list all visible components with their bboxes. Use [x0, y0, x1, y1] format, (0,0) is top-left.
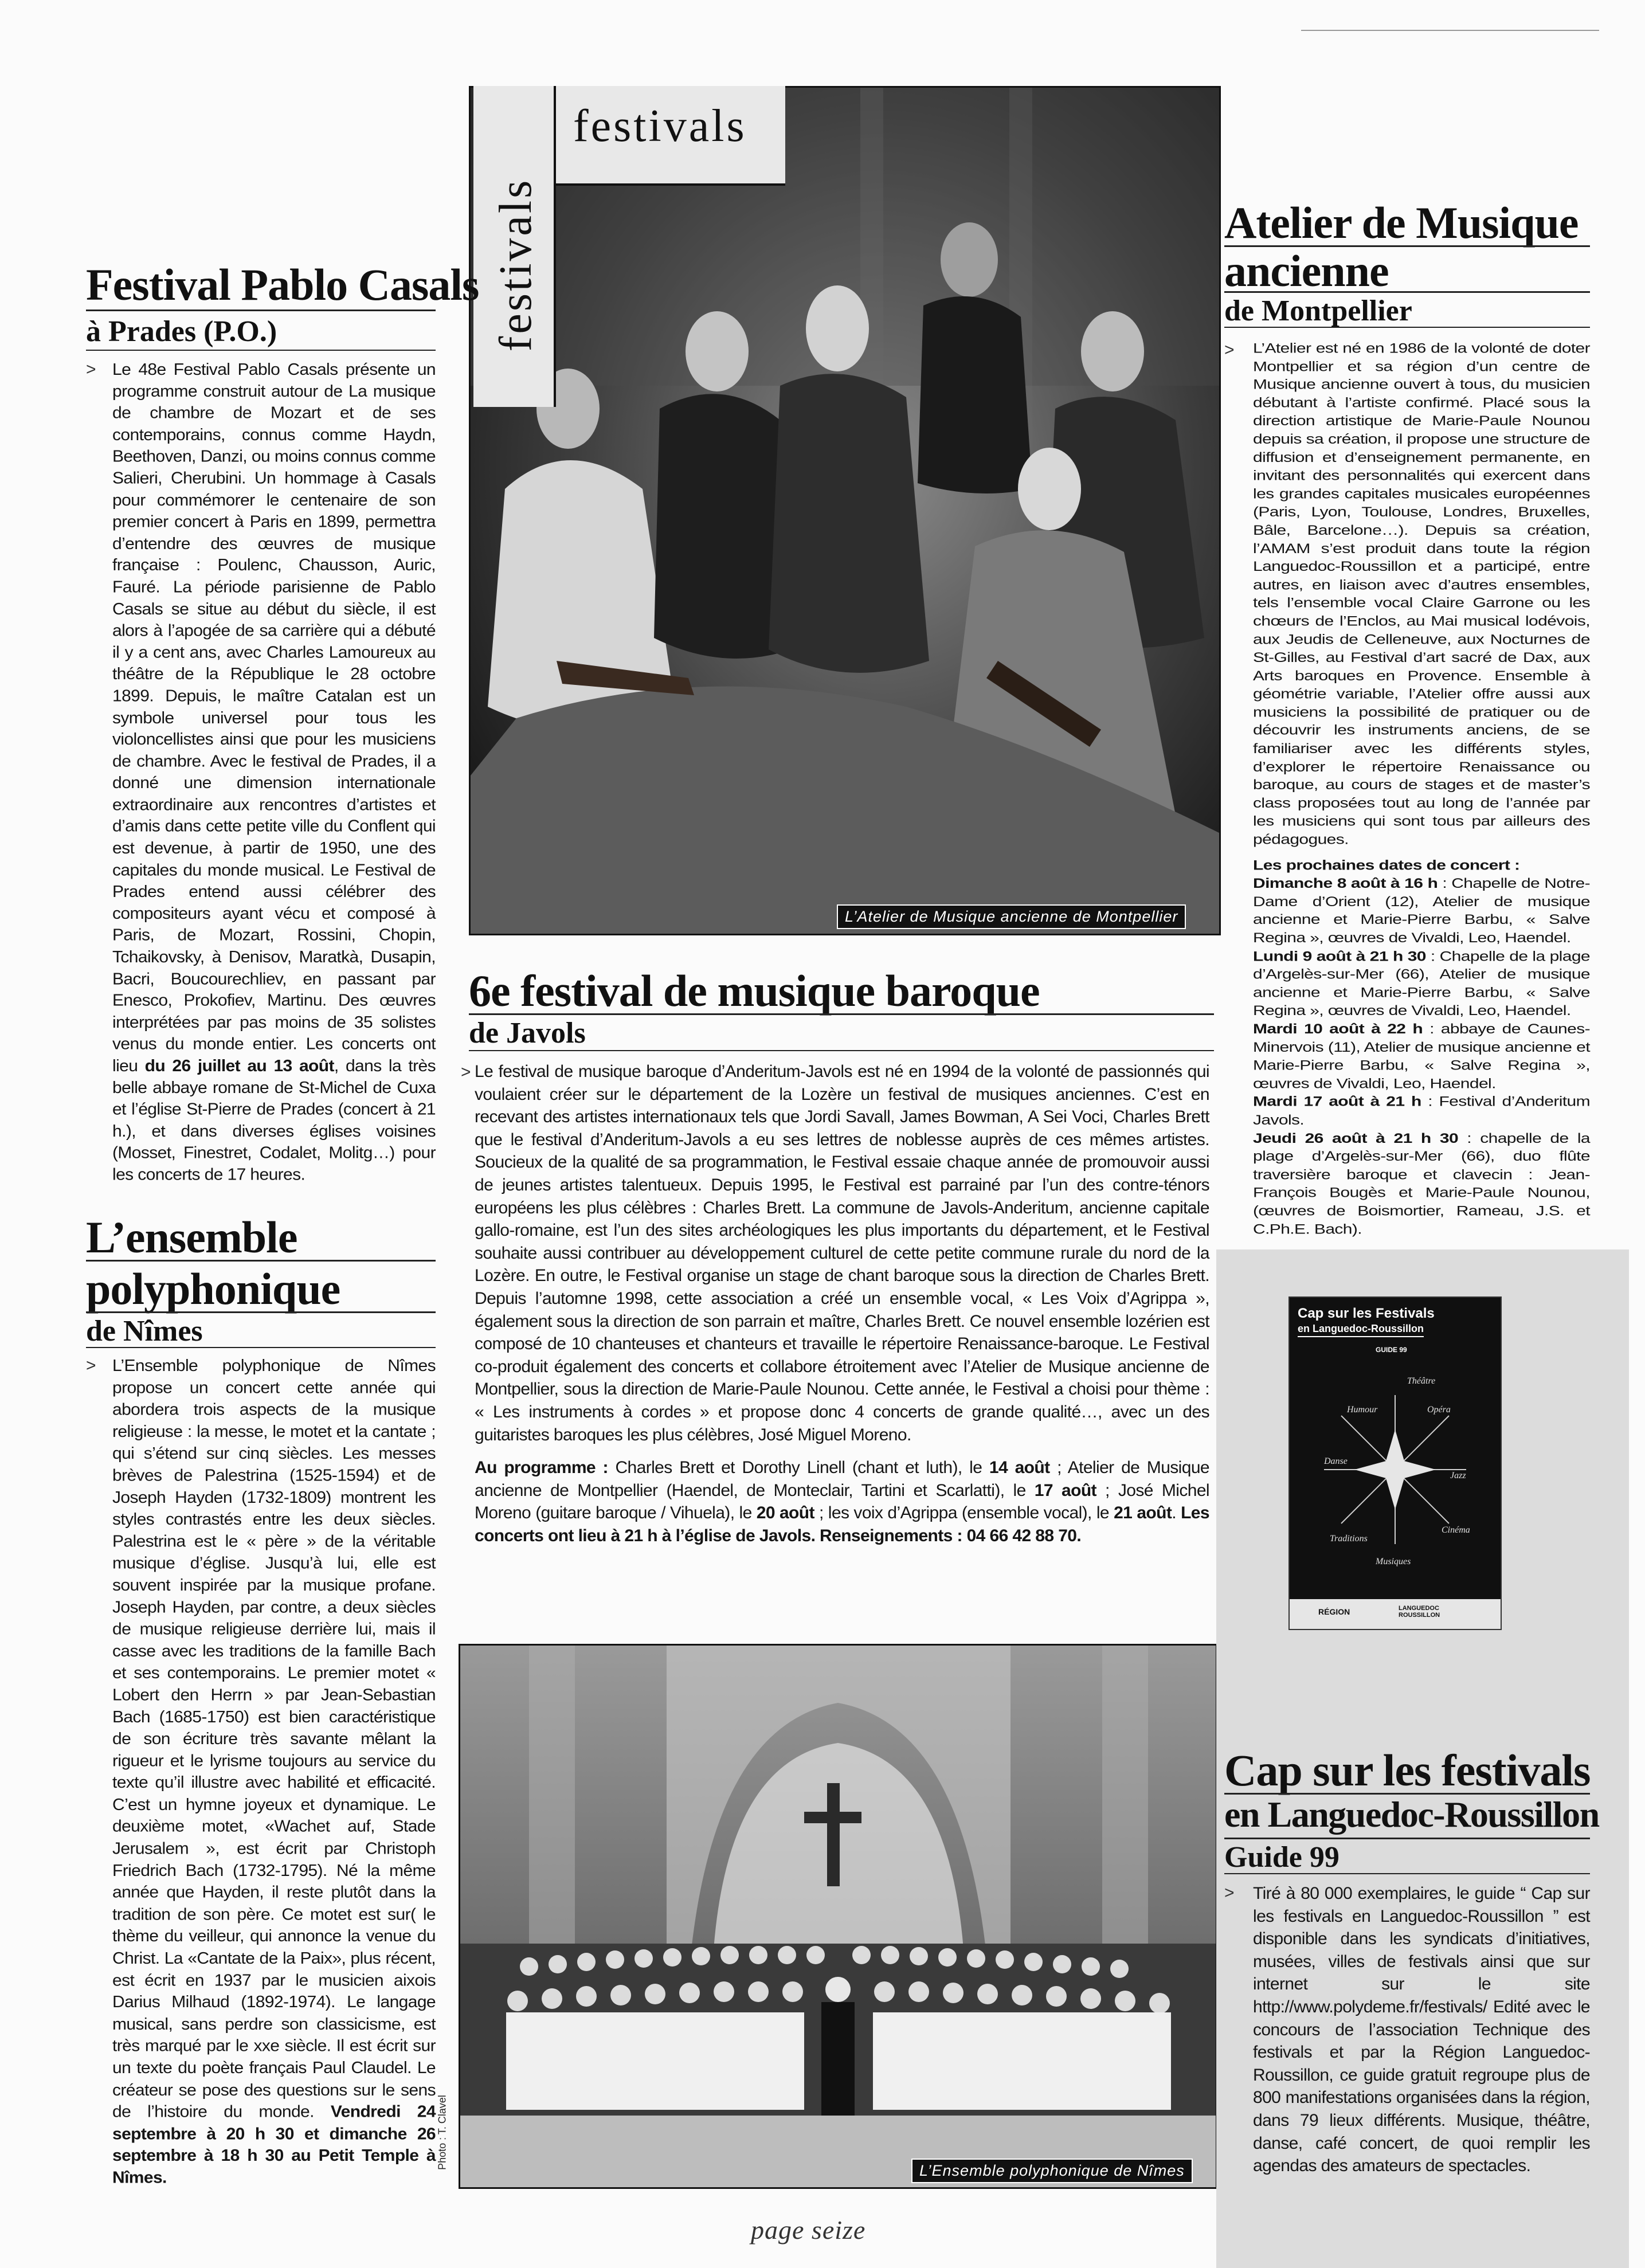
atelier-body [1253, 339, 1590, 1239]
guide-cover-word: Danse [1324, 1456, 1348, 1466]
baroque-prog-1: Charles Brett et Dorothy Linell (chant et luth), le [608, 1458, 989, 1478]
baroque-prog-d3: 20 août [756, 1503, 814, 1523]
guide-subtitle-rule [1224, 1873, 1590, 1874]
guide-cover-word: Théâtre [1407, 1376, 1436, 1386]
baroque-subtitle-rule [469, 1050, 1214, 1051]
baroque-program [475, 1456, 1209, 1547]
ensemble-subtitle-rule [86, 1347, 436, 1348]
guide-cover-word: Opéra [1427, 1405, 1451, 1415]
ensemble-marker: > [86, 1356, 96, 1375]
atelier-dates-list [1253, 875, 1590, 1239]
atelier-body-text: L’Atelier est né en 1986 de la volonté de doter Montpellier et sa région d’un centre de Musique ancienne ouvert à tous, du musicien débutant à l’artiste confirmé. Placé sous la direction artistique de Marie-Paule Nounou depuis sa création, il propose une structure de diffusion et d’enseignement permanente, en invitant des personnalités qui exercent dans les grandes capitales musicales européennes (Paris, Lyon, Toulouse, Londres, Bruxelles, Bâle, Barcelone…). Depuis sa création, l’AMAM s’est produit dans toute la région Languedoc-Roussillon et a participé, entre autres, en liaison avec d’autres ensembles, tels l’ensemble vocal Claire Garrone ou les chœurs de l’Enclos, au Mai musical lodévois, aux Jeudis de Celleneuve, aux Nocturnes de St-Gilles, au Festival d’art sacré de Dax, aux Arts baroques en Provence. Ensemble à géométrie variable, l’Atelier offre aussi aux musiciens la possibilité de pratiquer ou de découvrir les instruments anciens, de se familiariser avec les différents styles, d’explorer le répertoire Renaissance ou baroque, au cours de stages et de master’s class proposées tout au long de l’année par les musiciens qui sont tous par ailleurs des pédagogues. [1253, 340, 1590, 848]
date-when: Lundi 9 août à 21 h 30 [1253, 949, 1426, 964]
date-when: Jeudi 26 août à 21 h 30 [1253, 1130, 1459, 1146]
baroque-marker: > [461, 1063, 471, 1082]
casals-body-2: , dans la très belle abbaye romane de St-Michel de Cuxa et l’église St-Pierre de Prades (concert à 21 h.), et dans diverses églises voisines (Mosset, Finestret, Codalet, Molitg…) pour les concerts de 17 heures. [112, 1056, 436, 1184]
ensemble-body [112, 1355, 436, 2189]
atelier-subtitle-rule [1224, 327, 1590, 328]
top-rule [1301, 30, 1599, 31]
photo-ensemble-credit: Photo : T. Clavel [436, 2095, 448, 2170]
guide-cover [1288, 1296, 1502, 1630]
guide-title-2: en Languedoc-Roussillon [1224, 1794, 1599, 1835]
baroque-prog-3: ; José Michel Moreno (guitare baroque / Vihuela), le [475, 1480, 1209, 1523]
ensemble-title-rule-1 [86, 1260, 436, 1262]
baroque-prog-4: ; les voix d’Agrippa (ensemble vocal), le [814, 1503, 1114, 1523]
baroque-prog-5: . [1172, 1503, 1181, 1523]
photo-ensemble-image [460, 1646, 1216, 2187]
guide-cover-footer [1290, 1599, 1501, 1629]
date-what: : abbaye de Caunes-Minervois (11), Atelier de musique ancienne et Marie-Pierre Barbu, « Salve Regina », œuvres de Vivaldi, Leo, Haendel. [1253, 1021, 1590, 1091]
date-when: Dimanche 8 août à 16 h [1253, 876, 1438, 891]
date-what: : chapelle de la plage d’Argelès-sur-Mer (66), duo flûte traversière baroque et clavecin : Jean-François Bougès et Marie-Paule Nounou, (œuvres de Boismortier, Rameau, J.S. et C.Ph.E. Bach). [1253, 1130, 1590, 1237]
guide-cover-word: Humour [1347, 1405, 1378, 1415]
guide-marker: > [1224, 1883, 1235, 1902]
atelier-marker: > [1224, 340, 1235, 359]
guide-cover-footer-1: RÉGION [1318, 1607, 1350, 1616]
photo-atelier [469, 86, 1221, 935]
baroque-title: 6e festival de musique baroque [469, 966, 1040, 1016]
masthead-horizontal: festivals [573, 101, 747, 151]
ensemble-title-rule-2 [86, 1311, 436, 1313]
ensemble-dates: Vendredi 24 septembre à 20 h 30 et dimanche 26 septembre à 18 h 30 au Petit Temple à Nîmes. [112, 2102, 436, 2187]
photo-ensemble [459, 1644, 1217, 2189]
casals-dates: du 26 juillet au 13 août [144, 1056, 334, 1075]
guide-title-1: Cap sur les festivals [1224, 1745, 1591, 1795]
casals-subtitle: à Prades (P.O.) [86, 315, 277, 348]
guide-cover-title-2: en Languedoc-Roussillon [1298, 1323, 1424, 1337]
photo-atelier-caption: L’Atelier de Musique ancienne de Montpellier [837, 904, 1186, 929]
atelier-title-rule-2 [1224, 291, 1590, 293]
guide-cover-word: Musiques [1376, 1557, 1411, 1566]
guide-cover-footer-2: LANGUEDOC ROUSSILLON [1399, 1605, 1440, 1619]
atelier-date-item [1253, 875, 1590, 947]
date-when: Mardi 10 août à 22 h [1253, 1021, 1423, 1037]
baroque-body [475, 1060, 1209, 1547]
photo-ensemble-caption: L’Ensemble polyphonique de Nîmes [911, 2159, 1193, 2183]
baroque-prog-2: ; Atelier de Musique ancienne de Montpellier (Haendel, de Monteclair, Tartini et Scarlatti), le [475, 1458, 1209, 1500]
baroque-prog-d4: 21 août [1114, 1503, 1172, 1523]
atelier-dates-heading: Les prochaines dates de concert : [1253, 857, 1520, 873]
masthead-vertical: festivals [491, 178, 541, 352]
atelier-date-item [1253, 1129, 1590, 1239]
guide-cover-title-1: Cap sur les Festivals [1298, 1306, 1435, 1321]
atelier-title-1: Atelier de Musique [1224, 198, 1579, 248]
baroque-title-rule [469, 1013, 1214, 1015]
casals-body-1: Le 48e Festival Pablo Casals présente un programme construit autour de La musique de chambre de Mozart et de ses contemporains, connus comme Haydn, Beethoven, Danzi, ou moins connus comme Salieri, Cherubini. Un hommage à Casals pour commémorer le centenaire de son premier concert à Paris en 1899, permettra d’entendre des œuvres de musique française : Poulenc, Chausson, Auric, Fauré. La période parisienne de Pablo Casals se situe au début du siècle, il est alors à l’apogée de sa carrière qui a débuté il y a cent ans, avec Charles Lamoureux au théâtre de la République le 28 octobre 1899. Depuis, le maître Catalan est un symbole universel pour tous les violoncellistes ainsi que pour les musiciens de chambre. Avec le festival de Prades, il a donné une dimension internationale extraordinaire aux rencontres d’artistes et d’amis dans cette petite ville du Conflent qui est devenue, à partir de 1950, une des capitales du monde musical. Le Festival de Prades entend aussi célébrer des compositeurs ayant vécu et composé à Paris, de Mozart, Rossini, Chopin, Tchaikovsky, à Denisov, Maratkà, Dusapin, Bacri, Boucourechliev, en passant par Enesco, Prokofiev, Martinu. Des œuvres interprétées par pas moins de 35 solistes venus du monde entier. Les concerts ont lieu [112, 360, 436, 1075]
atelier-title-2: ancienne [1224, 246, 1389, 296]
date-when: Mardi 17 août à 21 h [1253, 1094, 1421, 1110]
guide-cover-star [1290, 1361, 1501, 1578]
date-what: : Chapelle de la plage d’Argelès-sur-Mer (66), Atelier de musique ancienne et Marie-Pierre Barbu, « Salve Regina », œuvres de Vivaldi, Leo, Haendel. [1253, 949, 1590, 1019]
guide-subtitle: Guide 99 [1224, 1841, 1340, 1874]
atelier-date-item [1253, 947, 1590, 1020]
casals-body [112, 359, 436, 1186]
date-what: : Chapelle de Notre-Dame d’Orient (12), Atelier de musique ancienne et Marie-Pierre Barbu, « Salve Regina », œuvres de Vivaldi, Leo, Haendel. [1253, 876, 1590, 946]
guide-cover-edition: GUIDE 99 [1376, 1346, 1407, 1354]
baroque-prog-label: Au programme : [475, 1458, 608, 1478]
guide-cover-word: Traditions [1330, 1534, 1368, 1544]
guide-body: Tiré à 80 000 exemplaires, le guide “ Cap sur les festivals en Languedoc-Roussillon ” est disponible dans les syndicats d’initiatives, musées, villes de festivals ainsi que sur internet sur le site http://www.polydeme.fr/festivals/ Edité avec le concours de l’association Technique des festivals et par la Région Languedoc-Roussillon, ce guide gratuit regroupe plus de 800 manifestations organisées dans la région, dans 79 lieux différents. Musique, théâtre, danse, café concert, de quoi remplir les agendas des amateurs de spectacles. [1253, 1884, 1590, 2176]
ensemble-title-2: polyphonique [86, 1264, 340, 1314]
ensemble-body-text: L’Ensemble polyphonique de Nîmes propose un concert cette année qui abordera trois aspects de la musique religieuse : la messe, le motet et la cantate ; qui s’étend sur cinq siècles. Les messes brèves de Palestrina (1525-1594) et de Joseph Hayden (1732-1809) montrent les styles contrastés entre les deux siècles. Palestrina est le « père » de la véritable musique d’église. Jusqu’à lui, elle est souvent inspirée par la musique profane. Joseph Hayden, par contre, a deux siècles de musique religieuse derrière lui, mais il casse avec les traditions de la famille Bach et ses contemporains. Le premier motet « Lobert den Herrn » par Jean-Sebastian Bach (1685-1750) est bien caractéristique de son écriture très savante mêlant la rigueur et le lyrisme toujours au service du texte qu’il illustre avec habilité et efficacité. C’est un hymne joyeux et dynamique. Le deuxième motet, «Wachet auf, Stade Jerusalem », est écrit par Christoph Friedrich Bach (1732-1795). Né la même année que Hayden, il reste plutôt dans la tradition de son père. Ce motet est sur( le thème du veilleur, qui annonce la venue du Christ. La «Cantate de la Paix», plus récent, est écrit en 1937 par le musicien aixois Darius Milhaud (1892-1974). Le langage musical, sans perdre son classicisme, est très marqué par le xxe siècle. Il est écrit sur un texte du poète français Paul Claudel. Le créateur se pose des questions sur le sens de l’histoire du monde. [112, 1356, 436, 2121]
photo-atelier-image [471, 88, 1219, 934]
guide-title-rule-2 [1224, 1838, 1590, 1839]
ensemble-subtitle: de Nîmes [86, 1315, 203, 1348]
atelier-date-item [1253, 1093, 1590, 1130]
ensemble-title-1: L’ensemble [86, 1212, 297, 1262]
casals-title: Festival Pablo Casals [86, 260, 479, 310]
baroque-prog-d1: 14 août [989, 1458, 1050, 1478]
atelier-subtitle: de Montpellier [1224, 295, 1412, 327]
date-what: : Festival d’Anderitum Javols. [1253, 1094, 1590, 1128]
casals-title-rule [86, 310, 436, 311]
baroque-body-text: Le festival de musique baroque d’Anderitum-Javols est né en 1994 de la volonté de passionnés qui voulaient créer sur le département de la Lozère un festival de musiques anciennes. C’est en recevant des artistes internationaux tels que Jordi Savall, James Bowman, A Sei Voci, Charles Brett que le festival d’Anderitum-Javols a eu ses lettres de noblesse auprès de ces mêmes artistes. Soucieux de la qualité de sa programmation, le Festival essaie chaque année de promouvoir aussi de jeunes artistes talentueux. Depuis 1995, le Festival est parrainé par l’un des contre-ténors européens les plus célèbres : Charles Brett. La commune de Javols-Anderitum, ancienne capitale gallo-romaine, est l’un des sites archéologiques les plus importants du département, et le Festival souhaite aussi contribuer au développement culturel de cette petite commune rurale du nord de la Lozère. En outre, le Festival organise un stage de chant baroque sous la direction de Charles Brett. Depuis l’automne 1998, cette association a créé un ensemble vocal, « Les Voix d’Agrippa », également sous la direction de son parrain et maître, Charles Brett. Ce nouvel ensemble lozérien est composé de 10 chanteuses et chanteurs et travaille le répertoire Renaissance-baroque. Le Festival co-produit également des concerts et collabore étroitement avec l’Atelier de Musique ancienne de Montpellier, sous la direction de Marie-Paule Nounou. Cette année, le Festival a choisi pour thème : « Les instruments à cordes » et propose donc 4 concerts de grande qualité…, avec un des guitaristes baroques les plus célèbres, José Miguel Moreno. [475, 1062, 1209, 1444]
casals-marker: > [86, 360, 96, 379]
casals-subtitle-rule [86, 350, 436, 351]
baroque-prog-end: Les concerts ont lieu à 21 h à l’église de Javols. Renseignements : 04 66 42 88 70. [475, 1503, 1209, 1545]
page-number: page seize [751, 2215, 866, 2245]
atelier-date-item [1253, 1020, 1590, 1093]
guide-cover-word: Jazz [1450, 1471, 1466, 1480]
baroque-subtitle: de Javols [469, 1017, 586, 1049]
baroque-prog-d2: 17 août [1034, 1480, 1096, 1500]
guide-cover-word: Cinéma [1442, 1525, 1470, 1535]
